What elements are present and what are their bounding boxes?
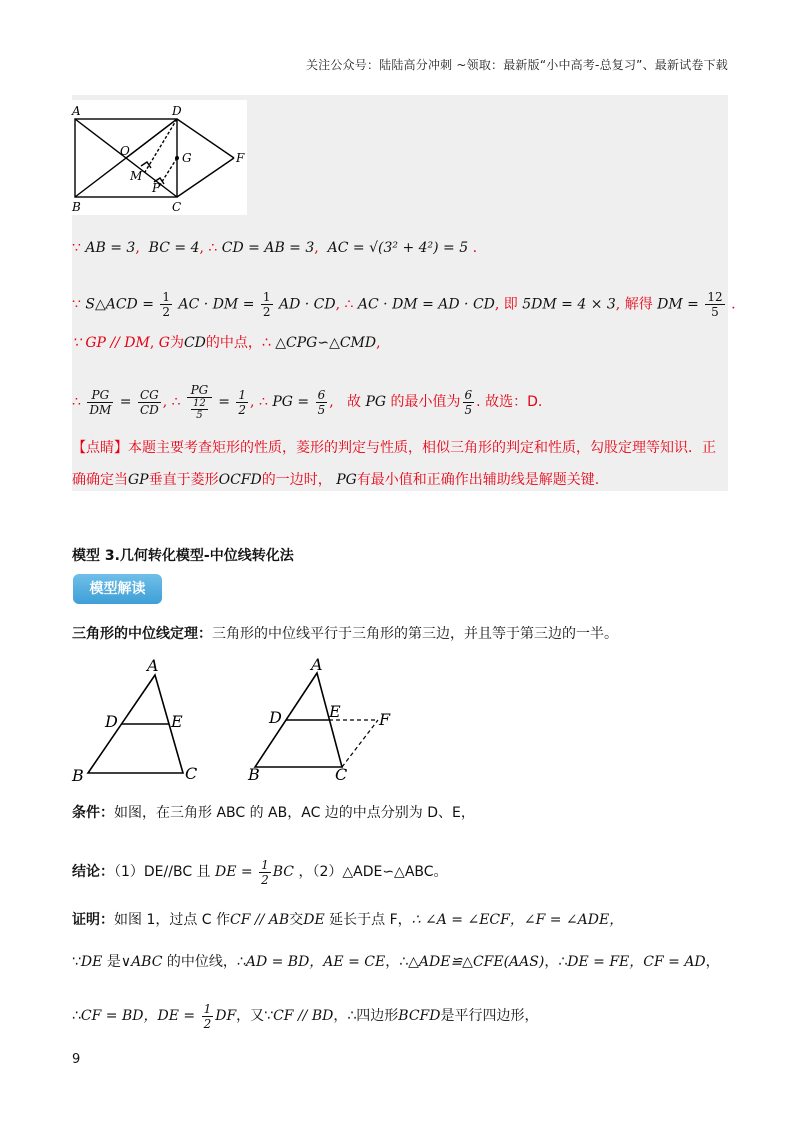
label-G: G — [182, 151, 192, 165]
model-badge: 模型解读 — [73, 574, 162, 604]
proof-line-1: 证明：如图 1，过点 C 作CF // AB交DE 延长于点 F，∴ ∠A = ∠ECF，∠F = ∠ADE， — [72, 912, 624, 928]
proof-line-2: ∵DE 是∨ABC 的中位线，∴AD = BD，AE = CE，∴△ADE≌△CFE(AAS)，∴DE = FE，CF = AD， — [72, 954, 720, 970]
solution-line-3: ∵ GP // DM, G为CD的中点，∴ △CPG∽△CMD, — [72, 335, 381, 351]
solution-line-1: ∵ AB = 3, BC = 4, ∴ CD = AB = 3, AC = √(3² + 4²) = 5 . — [72, 240, 478, 256]
proof-line-3: ∴CF = BD，DE = $\frac{1}{2}$ DF，又∵CF // BD，∴四边形BCFD是平行四边形， — [72, 1001, 539, 1031]
fig2-label-B: B — [72, 766, 84, 785]
note-line-1: 【点睛】本题主要考查矩形的性质，菱形的判定与性质，相似三角形的判定和性质，勾股定理等知识．正 — [72, 440, 716, 456]
figure-triangle-extended — [245, 655, 405, 785]
label-F: F — [236, 151, 245, 165]
section-title: 模型 3.几何转化模型-中位线转化法 — [72, 548, 294, 564]
label-P: P — [152, 181, 161, 195]
label-O: O — [120, 144, 130, 158]
page-number: 9 — [72, 1052, 81, 1067]
label-C: C — [172, 200, 182, 214]
label-M: M — [130, 169, 143, 183]
theorem-line: 三角形的中位线定理：三角形的中位线平行于三角形的第三边，并且等于第三边的一半。 — [72, 626, 618, 642]
label-D: D — [172, 104, 182, 118]
fig2-label-E: E — [171, 712, 183, 731]
fig3-label-B: B — [248, 765, 260, 784]
solution-line-4: ∴ $\frac{PG}{DM}$ = $\frac{CG}{CD}$ , ∴ $\frac{PG}{\frac{12}{5}}$ = $\frac{1}{2}$ , ∴ PG = $\frac{6}{5}$ , 故 PG 的最小值为 $\frac{6}{5}$ . 故选：D. — [72, 383, 543, 421]
fig2-label-A: A — [147, 656, 159, 675]
figure-rectangle-rhombus — [72, 100, 247, 215]
fig3-label-C: C — [335, 765, 348, 784]
condition-line: 条件：如图，在三角形 ABC 的 AB，AC 边的中点分别为 D、E， — [72, 805, 475, 821]
fig3-label-D: D — [269, 708, 282, 727]
label-B: B — [72, 200, 81, 214]
fig2-label-C: C — [185, 764, 198, 783]
solution-line-2: ∵ S△ACD = $\frac{1}{2}$ AC · DM = $\frac{1}{2}$ AD · CD, ∴ AC · DM = AD · CD, 即 5DM = 4 × 3, 解得 DM = $\frac{12}{5}$ . — [72, 290, 736, 319]
fig3-label-E: E — [329, 702, 341, 721]
fig3-label-F: F — [379, 710, 391, 729]
conclusion-line: 结论：（1）DE//BC 且 DE = $\frac{1}{2}$ BC ，（2）△ADE∽△ABC。 — [72, 857, 448, 887]
label-A: A — [72, 104, 81, 118]
note-line-2: 确确定当GP垂直于菱形OCFD的一边时， PG有最小值和正确作出辅助线是解题关键. — [72, 472, 600, 488]
fig2-label-D: D — [105, 712, 118, 731]
fig3-label-A: A — [311, 655, 323, 674]
figure-triangle-midline — [70, 655, 210, 785]
page-header: 关注公众号：陆陆高分冲刺 ~领取：最新版“小中高考-总复习”、最新试卷下载 — [305, 58, 728, 72]
